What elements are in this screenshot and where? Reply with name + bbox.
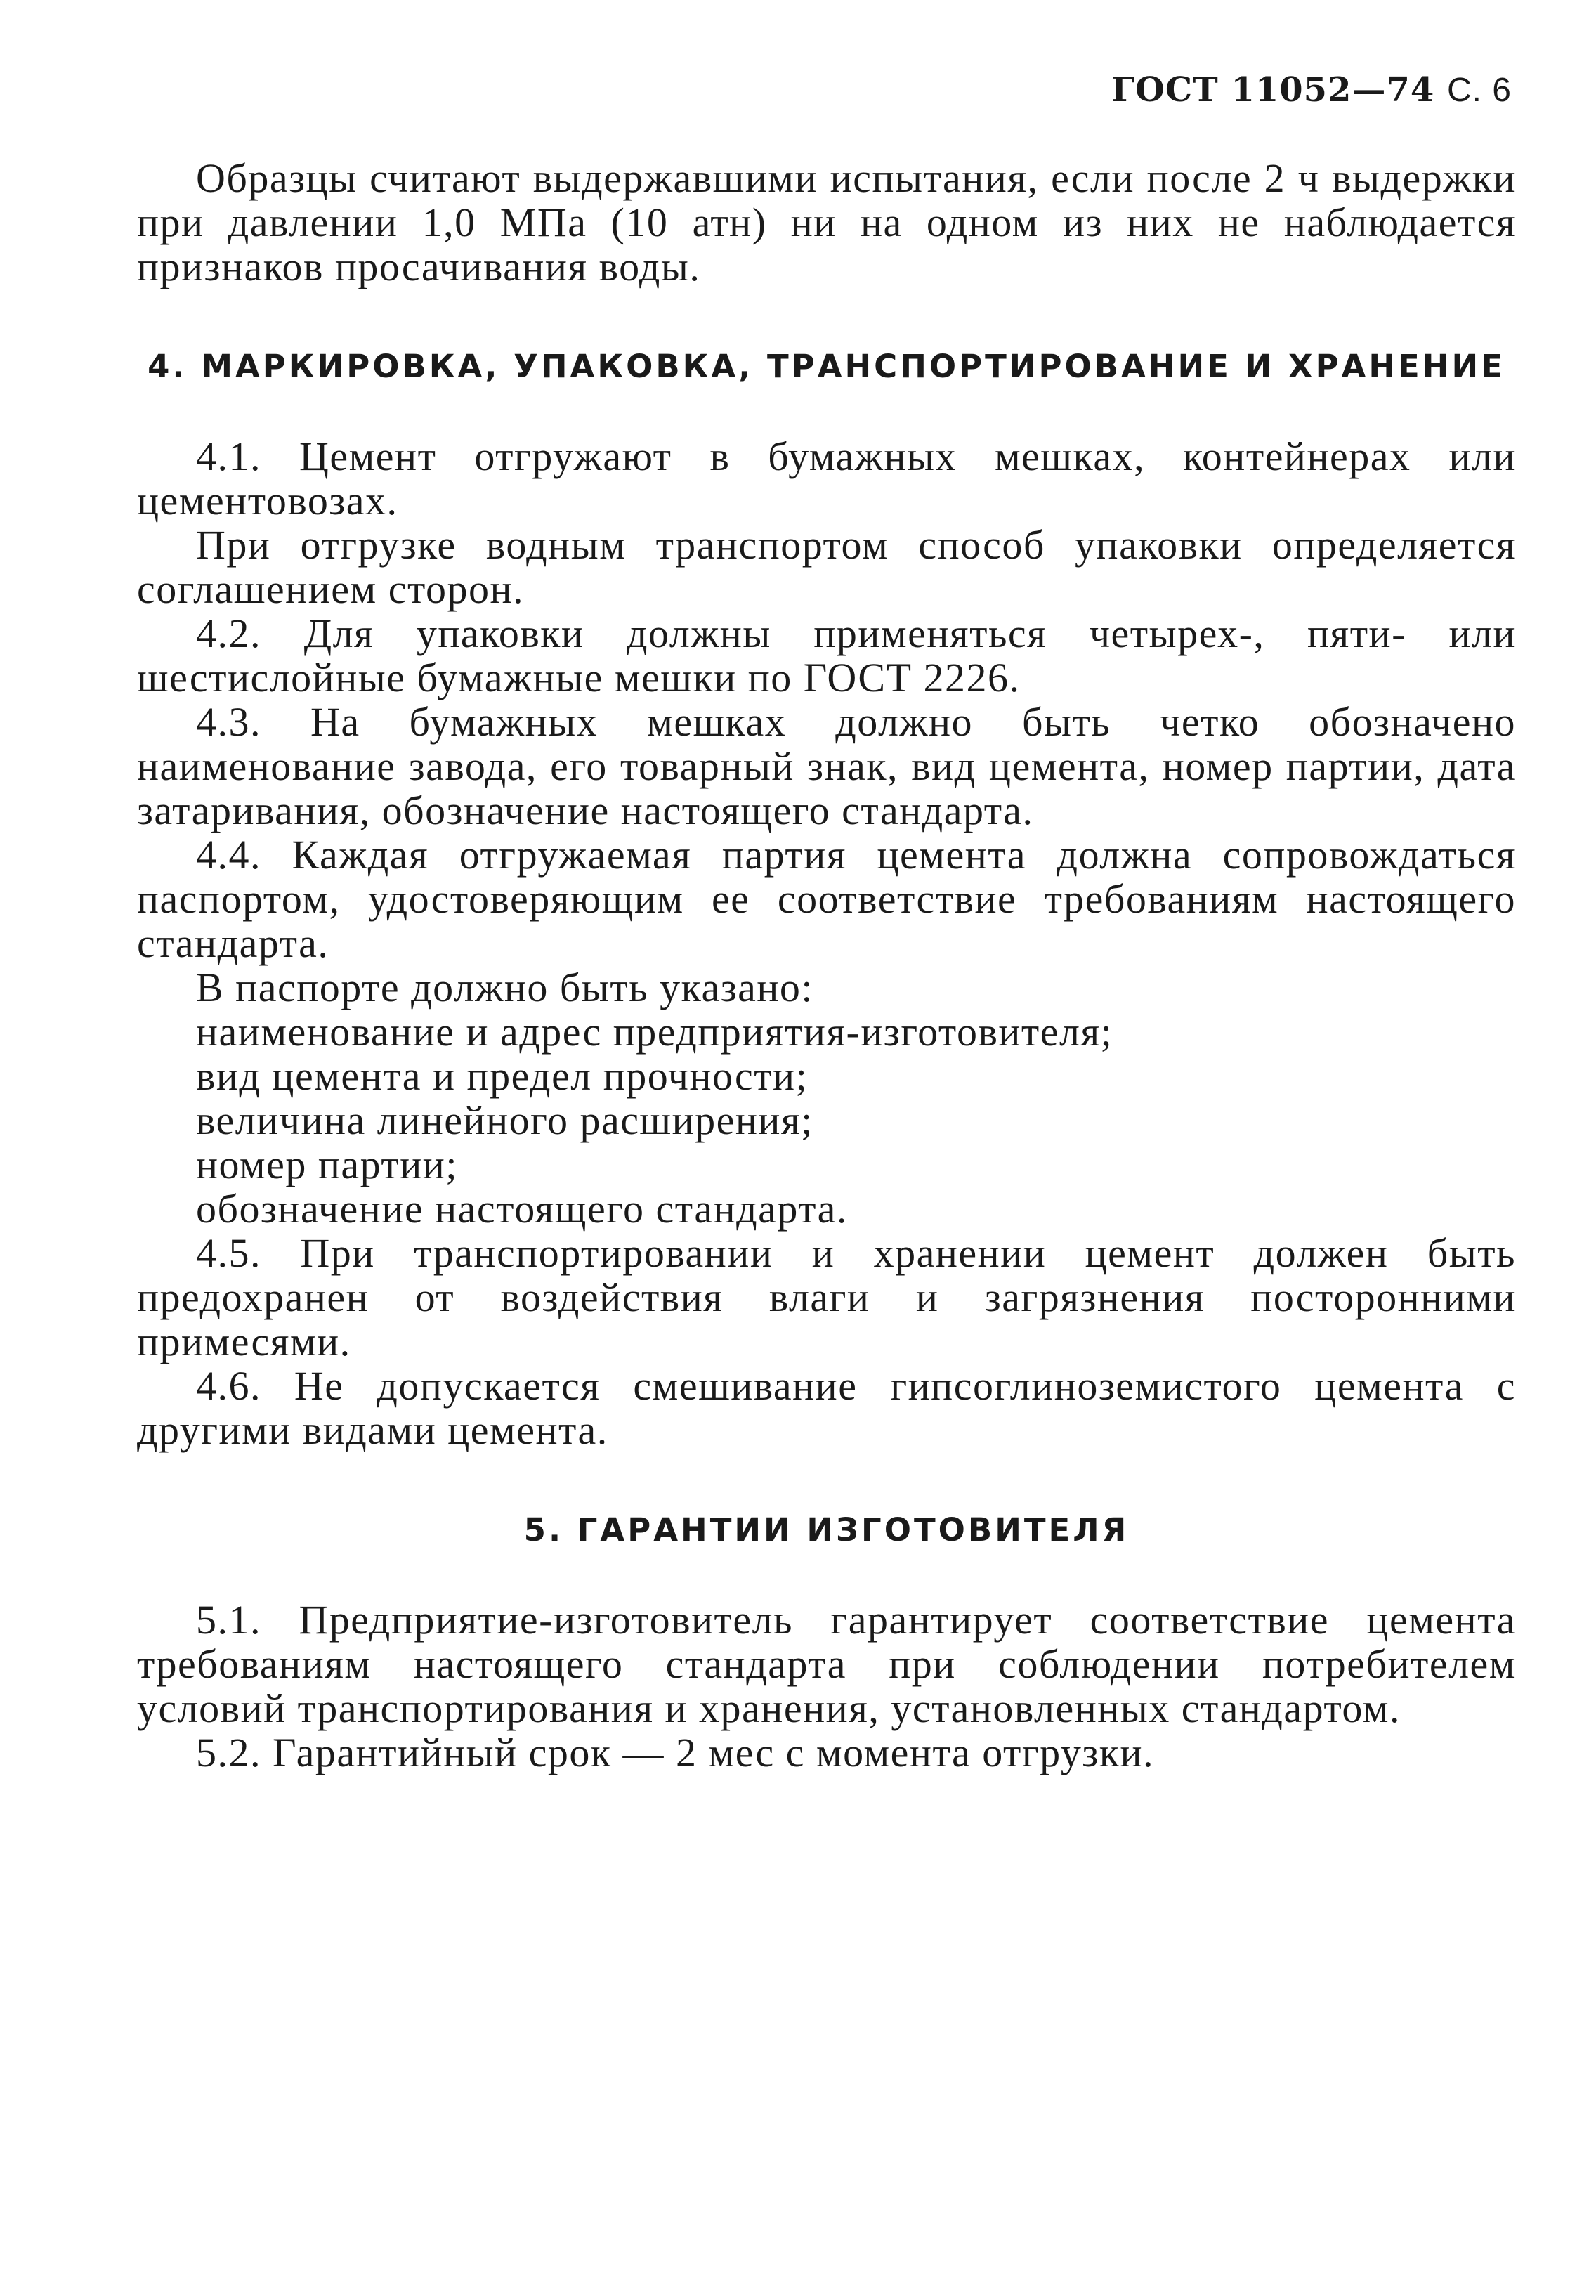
passport-item: вид цемента и предел прочности; xyxy=(196,1053,809,1099)
clause-5-2: 5.2. Гарантийный срок — 2 мес с момента отгрузки. xyxy=(196,1730,1154,1775)
clause-4-4: 4.4. Каждая отгружаемая партия цемента должна сопровождаться паспортом, удостоверяющим ее соответствие требованиям настоящего стандарта. xyxy=(137,832,1516,966)
passport-item: номер партии; xyxy=(196,1142,458,1187)
page-body xyxy=(137,156,1516,1775)
clause-4-3: 4.3. На бумажных мешках должно быть четко обозначено наименование завода, его товарный знак, вид цемента, номер партии, дата затаривания, обозначение настоящего стандарта. xyxy=(137,699,1516,833)
clause-5-1: 5.1. Предприятие-изготовитель гарантирует соответствие цемента требованиям настоящего стандарта при соблюдении потребителем условий транспортирования и хранения, установленных стандартом. xyxy=(137,1597,1516,1731)
standard-number: ГОСТ 11052—74 xyxy=(1111,70,1435,110)
page-number: С. 6 xyxy=(1446,72,1512,109)
passport-intro: В паспорте должно быть указано: xyxy=(196,965,814,1010)
section-4-heading: 4. МАРКИРОВКА, УПАКОВКА, ТРАНСПОРТИРОВАНИЕ И ХРАНЕНИЕ xyxy=(148,348,1505,385)
passport-item: обозначение настоящего стандарта. xyxy=(196,1186,848,1232)
clause-4-2: 4.2. Для упаковки должны применяться четырех-, пяти- или шестислойные бумажные мешки по ГОСТ 2226. xyxy=(137,611,1516,700)
passport-item: наименование и адрес предприятия-изготовителя; xyxy=(196,1009,1113,1055)
clause-4-5: 4.5. При транспортировании и хранении цемент должен быть предохранен от воздействия влаги и загрязнения посторонними примесями. xyxy=(137,1230,1516,1364)
clause-4-1: 4.1. Цемент отгружают в бумажных мешках, контейнерах или цементовозах. xyxy=(137,433,1516,523)
intro-paragraph: Образцы считают выдержавшими испытания, если после 2 ч выдержки при давлении 1,0 МПа (10 атн) ни на одном из них не наблюдается признаков просачивания воды. xyxy=(137,155,1516,289)
clause-4-6: 4.6. Не допускается смешивание гипсоглиноземистого цемента с другими видами цемента. xyxy=(137,1363,1516,1453)
section-5-heading: 5. ГАРАНТИИ ИЗГОТОВИТЕЛЯ xyxy=(523,1511,1130,1548)
passport-item: величина линейного расширения; xyxy=(196,1097,813,1143)
clause-4-1-continuation: При отгрузке водным транспортом способ упаковки определяется соглашением сторон. xyxy=(137,522,1516,612)
page-header xyxy=(1111,70,1512,110)
